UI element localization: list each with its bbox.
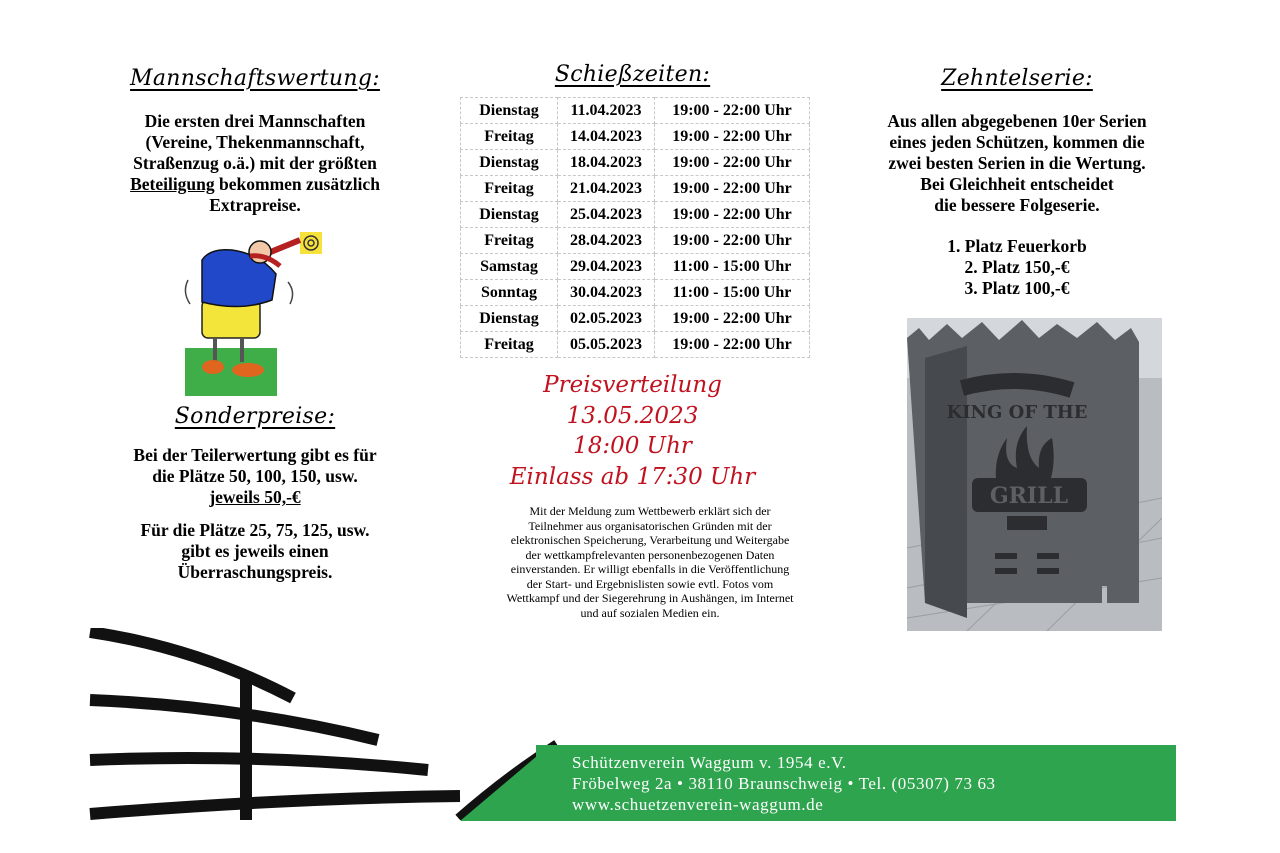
schedule-time: 11:00 - 15:00 Uhr	[655, 254, 810, 280]
privacy-line: Wettkampf und der Siegerehrung in Aushängen, im Internet	[506, 591, 794, 605]
schedule-time: 19:00 - 22:00 Uhr	[655, 332, 810, 358]
schedule-row	[461, 306, 810, 332]
special-text-line: Bei der Teilerwertung gibt es für	[133, 445, 377, 465]
award-ceremony-block	[460, 370, 805, 492]
special-text-line: jeweils 50,-€	[209, 487, 301, 507]
schedule-day: Freitag	[461, 124, 558, 150]
special-text-line: die Plätze 50, 100, 150, usw.	[152, 466, 358, 486]
shooter-cartoon-illustration	[180, 230, 325, 400]
schedule-time: 19:00 - 22:00 Uhr	[655, 150, 810, 176]
schedule-time: 19:00 - 22:00 Uhr	[655, 98, 810, 124]
schedule-row	[461, 228, 810, 254]
schedule-time: 19:00 - 22:00 Uhr	[655, 176, 810, 202]
schedule-row	[461, 124, 810, 150]
schedule-day: Freitag	[461, 176, 558, 202]
team-text-fragment: bekommen zusätzlich	[214, 174, 380, 194]
schedule-day: Samstag	[461, 254, 558, 280]
team-text-line: Extrapreise.	[209, 195, 301, 215]
schedule-date: 18.04.2023	[558, 150, 655, 176]
club-contact	[572, 752, 996, 815]
schedule-date: 02.05.2023	[558, 306, 655, 332]
schedule-date: 30.04.2023	[558, 280, 655, 306]
privacy-notice	[470, 504, 830, 620]
privacy-line: der Start- und Ergebnislisten sowie evtl. Fotos vom	[526, 576, 774, 591]
privacy-line: einverstanden. Er willigt ebenfalls in die Veröffentlichung	[510, 562, 790, 576]
schedule-row	[461, 150, 810, 176]
schedule-date: 28.04.2023	[558, 228, 655, 254]
schedule-day: Sonntag	[461, 280, 558, 306]
schedule-day: Freitag	[461, 332, 558, 358]
schedule-date: 25.04.2023	[558, 202, 655, 228]
privacy-line: der wettkampfrelevanten personenbezogenen Daten	[525, 547, 775, 562]
team-text-line: (Vereine, Thekenmannschaft,	[145, 132, 365, 152]
special-text-line: gibt es jeweils einen	[181, 541, 329, 561]
special-prizes-heading: Sonderpreise:	[174, 404, 336, 429]
schedule-date: 11.04.2023	[558, 98, 655, 124]
privacy-line: elektronischen Speicherung, Verarbeitung und Weitergabe	[510, 533, 790, 547]
schedule-row	[461, 98, 810, 124]
schedule-date: 05.05.2023	[558, 332, 655, 358]
firepit-engraving-bottom: GRILL	[989, 483, 1069, 509]
shooting-times-table	[460, 97, 810, 358]
schedule-row	[461, 280, 810, 306]
schedule-date: 14.04.2023	[558, 124, 655, 150]
special-text-line: Für die Plätze 25, 75, 125, usw.	[140, 520, 370, 540]
schedule-row	[461, 254, 810, 280]
privacy-line: Mit der Meldung zum Wettbewerb erklärt sich der	[529, 504, 771, 518]
schedule-row	[461, 332, 810, 358]
special-prizes-text-1	[95, 445, 415, 508]
team-scoring-section	[95, 66, 415, 216]
award-time: 18:00 Uhr	[573, 433, 692, 459]
prize-first: 1. Platz Feuerkorb	[947, 236, 1087, 256]
tenth-series-heading: Zehntelserie:	[941, 66, 1093, 91]
club-website[interactable]: www.schuetzenverein-waggum.de	[572, 795, 824, 814]
series-text-line: Aus allen abgegebenen 10er Serien	[887, 111, 1147, 131]
team-text-line: Die ersten drei Mannschaften	[144, 111, 366, 131]
prize-third: 3. Platz 100,-€	[964, 278, 1070, 298]
special-text-line: Überraschungspreis.	[177, 562, 333, 582]
shooting-times-heading: Schießzeiten:	[554, 62, 711, 87]
award-date: 13.05.2023	[566, 402, 699, 429]
schedule-time: 19:00 - 22:00 Uhr	[655, 228, 810, 254]
tenth-series-section	[862, 66, 1172, 299]
schedule-row	[461, 202, 810, 228]
schedule-day: Dienstag	[461, 98, 558, 124]
team-scoring-heading: Mannschaftswertung:	[130, 66, 380, 91]
team-text-line	[95, 174, 415, 195]
series-text-line: eines jeden Schützen, kommen die	[889, 132, 1145, 152]
club-name: Schützenverein Waggum v. 1954 e.V.	[572, 753, 847, 772]
privacy-line: Teilnehmer aus organisatorischen Gründen mit der	[528, 518, 772, 533]
privacy-line: und auf sozialen Medien ein.	[580, 605, 720, 620]
club-address: Fröbelweg 2a • 38110 Braunschweig • Tel. (05307) 73 63	[572, 774, 996, 793]
special-prizes-section	[95, 404, 415, 583]
team-scoring-text	[95, 111, 415, 216]
schedule-day: Dienstag	[461, 202, 558, 228]
schedule-time: 11:00 - 15:00 Uhr	[655, 280, 810, 306]
award-title: Preisverteilung	[543, 372, 722, 398]
team-text-line: Straßenzug o.ä.) mit der größten	[133, 153, 377, 173]
schedule-day: Dienstag	[461, 150, 558, 176]
participation-word: Beteiligung	[130, 174, 215, 194]
firepit-engraving-top: KING OF THE	[946, 402, 1088, 423]
fire-basket-photo	[907, 318, 1162, 631]
series-text-line: Bei Gleichheit entscheidet	[920, 174, 1114, 194]
schedule-time: 19:00 - 22:00 Uhr	[655, 202, 810, 228]
prize-list	[862, 236, 1172, 299]
schedule-date: 29.04.2023	[558, 254, 655, 280]
schedule-time: 19:00 - 22:00 Uhr	[655, 306, 810, 332]
award-entry-time: Einlass ab 17:30 Uhr	[509, 463, 756, 490]
series-text-line: die bessere Folgeserie.	[934, 195, 1100, 215]
tenth-series-text	[862, 111, 1172, 216]
schedule-row	[461, 176, 810, 202]
schedule-date: 21.04.2023	[558, 176, 655, 202]
schedule-time: 19:00 - 22:00 Uhr	[655, 124, 810, 150]
special-prizes-text-2	[95, 520, 415, 583]
schedule-day: Freitag	[461, 228, 558, 254]
series-text-line: zwei besten Serien in die Wertung.	[888, 153, 1146, 173]
prize-second: 2. Platz 150,-€	[964, 257, 1070, 277]
schedule-day: Dienstag	[461, 306, 558, 332]
